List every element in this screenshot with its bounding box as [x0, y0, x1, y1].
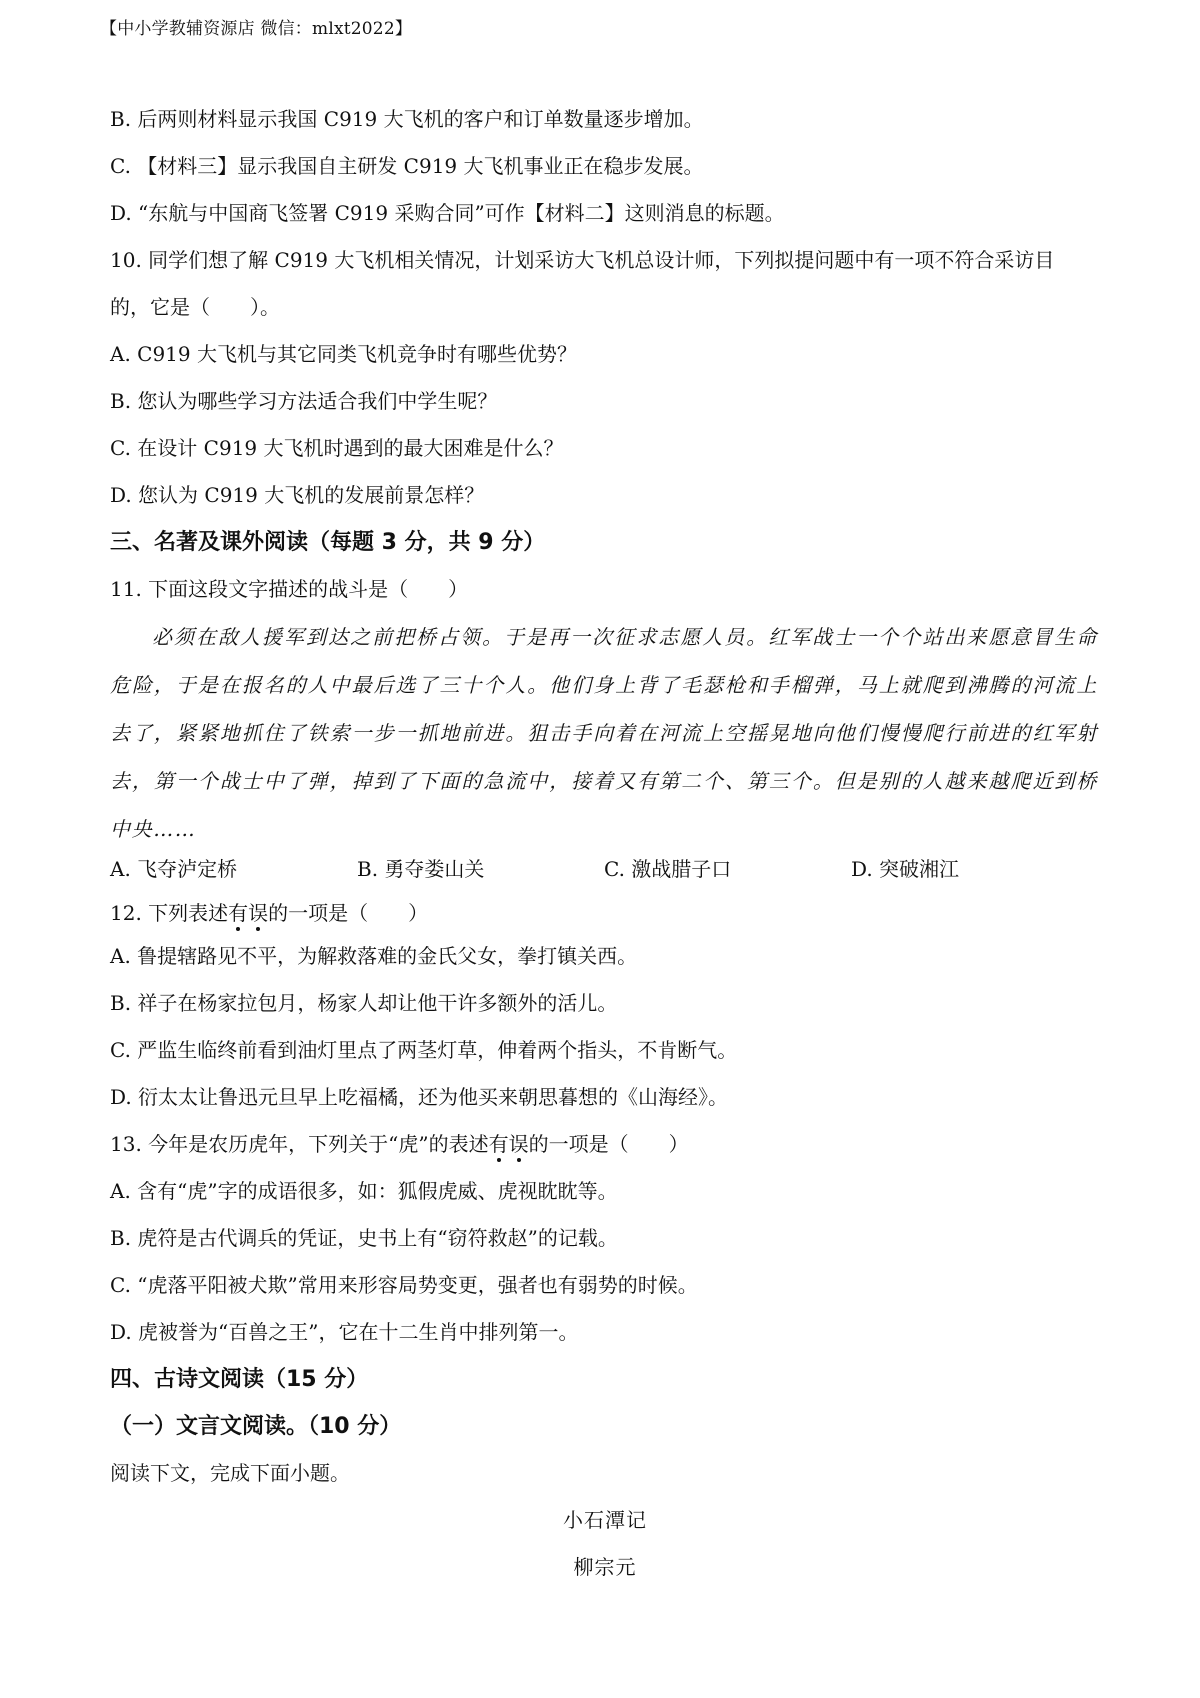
q11-stem: 11. 下面这段文字描述的战斗是（ ）	[110, 577, 469, 601]
q13-option-c: C. “虎落平阳被犬欺”常用来形容局势变更，强者也有弱势的时候。	[110, 1273, 698, 1297]
article-author: 柳宗元	[573, 1555, 637, 1579]
q12-stem-post: 的一项是（ ）	[268, 901, 429, 925]
q12-emphasis-1: 有	[228, 901, 249, 925]
q10-stem-line1: 10. 同学们想了解 C919 大飞机相关情况，计划采访大飞机总设计师，下列拟提问题中有一项不符合采访目	[110, 248, 1055, 272]
q11-option-a: A. 飞夺泸定桥	[110, 857, 238, 881]
q11-option-c: C. 激战腊子口	[604, 857, 732, 881]
q13-option-d: D. 虎被誉为“百兽之王”，它在十二生肖中排列第一。	[110, 1320, 579, 1344]
q12-option-b: B. 祥子在杨家拉包月，杨家人却让他干许多额外的活儿。	[110, 991, 618, 1015]
q13-stem-post: 的一项是（ ）	[528, 1132, 689, 1156]
q9-option-d: D. “东航与中国商飞签署 C919 采购合同”可作【材料二】这则消息的标题。	[110, 201, 785, 225]
section-3-heading: 三、名著及课外阅读（每题 3 分，共 9 分）	[110, 530, 546, 555]
page-header: 【中小学教辅资源店 微信：mlxt2022】	[100, 19, 413, 39]
q11-options	[110, 849, 1100, 893]
q13-emphasis-2: 误	[508, 1132, 529, 1156]
section-4-heading: 四、古诗文阅读（15 分）	[110, 1367, 369, 1392]
q10-option-d: D. 您认为 C919 大飞机的发展前景怎样？	[110, 483, 485, 507]
q13-option-b: B. 虎符是古代调兵的凭证，史书上有“窃符救赵”的记载。	[110, 1226, 618, 1250]
q12-option-d: D. 衍太太让鲁迅元旦早上吃福橘，还为他买来朝思暮想的《山海经》。	[110, 1085, 729, 1109]
q10-option-a: A. C919 大飞机与其它同类飞机竞争时有哪些优势？	[110, 342, 577, 366]
q11-option-d: D. 突破湘江	[851, 857, 960, 881]
q12-stem	[110, 893, 1100, 933]
q9-option-b: B. 后两则材料显示我国 C919 大飞机的客户和订单数量逐步增加。	[110, 107, 704, 131]
subsection-1-heading: （一）文言文阅读。（10 分）	[110, 1414, 402, 1439]
reading-instruction: 阅读下文，完成下面小题。	[110, 1461, 350, 1485]
q13-emphasis-1: 有	[488, 1132, 509, 1156]
q13-option-a: A. 含有“虎”字的成语很多，如：狐假虎威、虎视眈眈等。	[110, 1179, 618, 1203]
q10-option-b: B. 您认为哪些学习方法适合我们中学生呢？	[110, 389, 498, 413]
q10-stem-line2: 的，它是（ ）。	[110, 295, 280, 319]
exam-page	[110, 96, 1100, 1591]
article-title: 小石潭记	[563, 1508, 647, 1532]
q13-stem	[110, 1121, 1100, 1168]
q13-stem-pre: 13. 今年是农历虎年，下列关于“虎”的表述	[110, 1132, 489, 1156]
q12-option-c: C. 严监生临终前看到油灯里点了两茎灯草，伸着两个指头，不肯断气。	[110, 1038, 738, 1062]
q11-passage: 必须在敌人援军到达之前把桥占领。于是再一次征求志愿人员。红军战士一个个站出来愿意冒生命危险，于是在报名的人中最后选了三十个人。他们身上背了毛瑟枪和手榴弹，马上就爬到沸腾的河流上去了，紧紧地抓住了铁索一步一抓地前进。狙击手向着在河流上空摇晃地向他们慢慢爬行前进的红军射去，第一个战士中了弹，掉到了下面的急流中，接着又有第二个、第三个。但是别的人越来越爬近到桥中央……	[110, 625, 1098, 841]
q10-option-c: C. 在设计 C919 大飞机时遇到的最大困难是什么？	[110, 436, 564, 460]
q12-stem-pre: 12. 下列表述	[110, 901, 229, 925]
q12-emphasis-2: 误	[248, 901, 269, 925]
q11-option-b: B. 勇夺娄山关	[357, 857, 485, 881]
q9-option-c: C. 【材料三】显示我国自主研发 C919 大飞机事业正在稳步发展。	[110, 154, 704, 178]
q12-option-a: A. 鲁提辖路见不平，为解救落难的金氏父女，拳打镇关西。	[110, 944, 638, 968]
